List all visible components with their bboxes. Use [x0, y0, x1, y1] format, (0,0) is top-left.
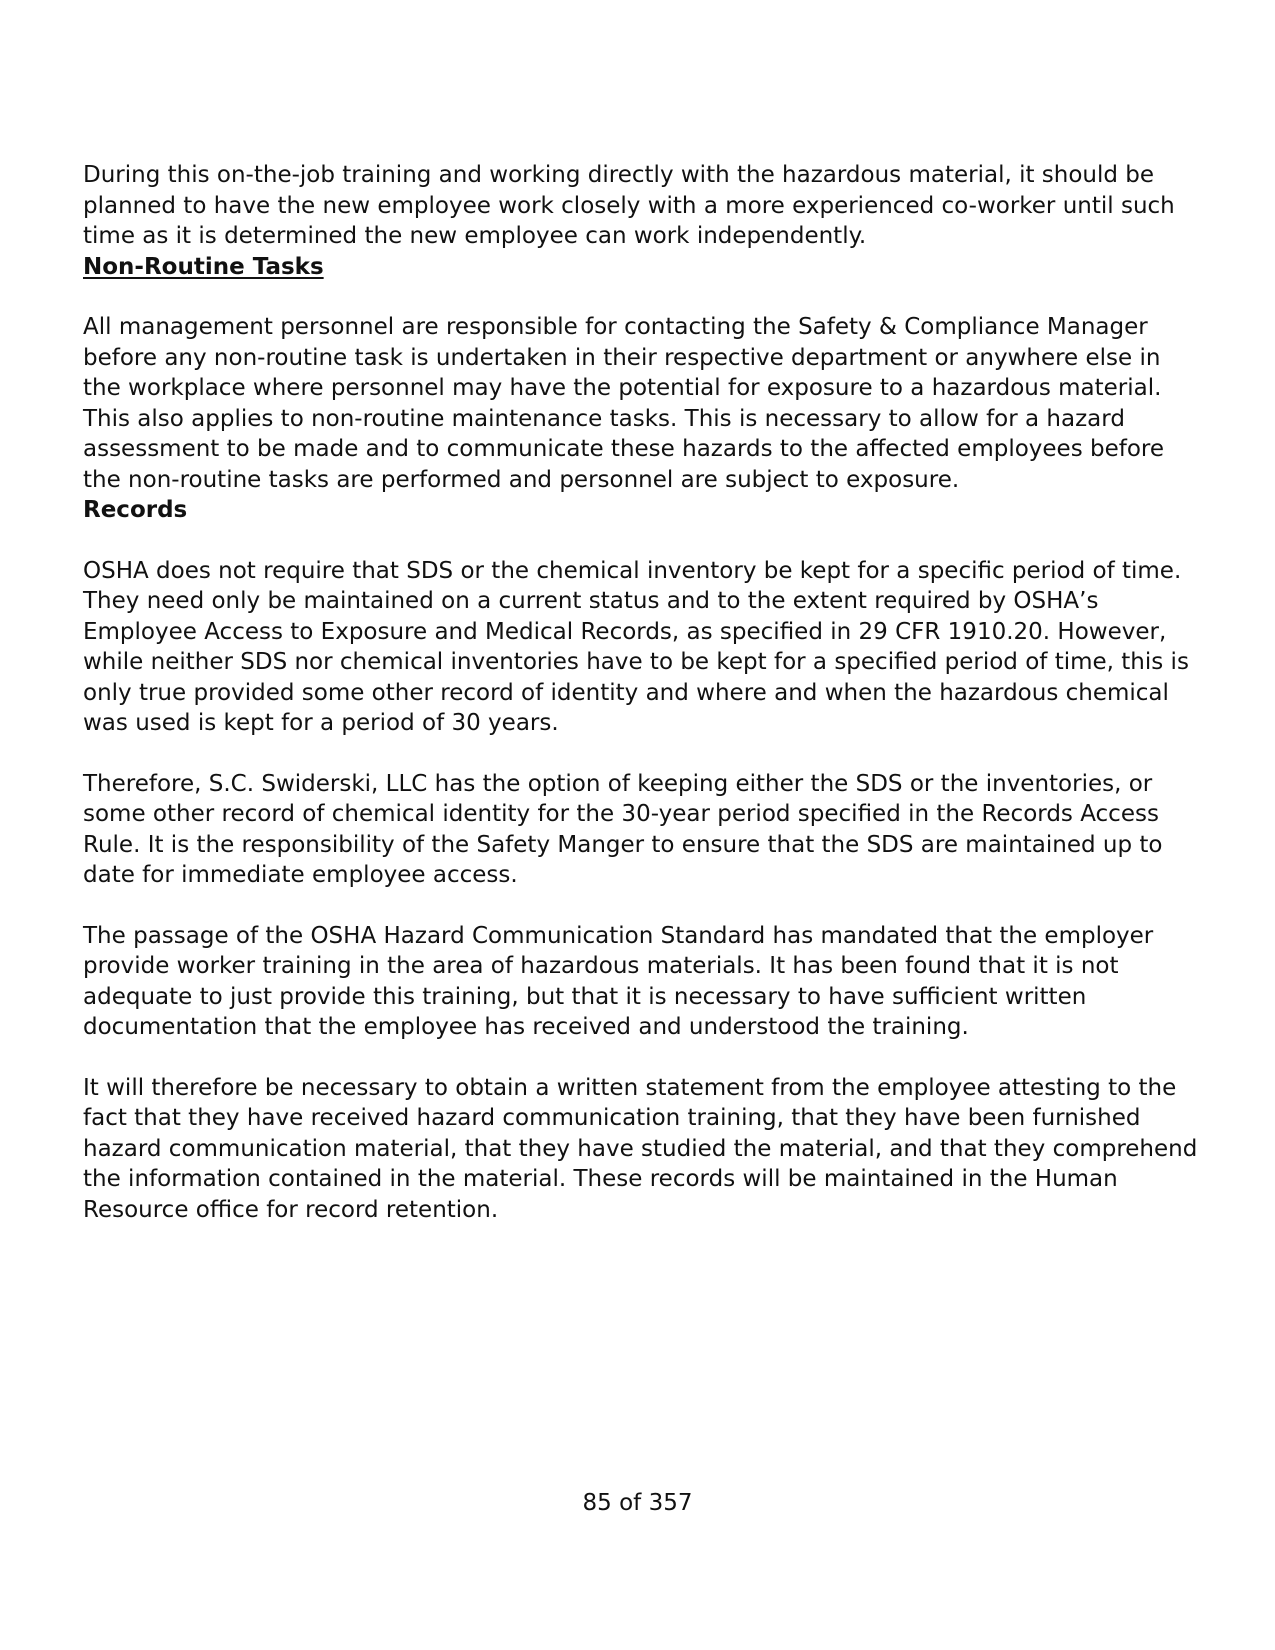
non-routine-paragraph: All management personnel are responsible for contacting the Safety & Compliance Manager before any non-routine task is undertaken in their respective department or anywhere else in the workplace where personnel may have the potential for exposure to a hazardous material. This also applies to non-routine maintenance tasks. This is necessary to allow for a hazard assessment to be made and to communicate these hazards to the affected employees before the non-routine tasks are performed and personnel are subject to exposure. [83, 314, 1165, 493]
records-paragraph-2: Therefore, S.C. Swiderski, LLC has the option of keeping either the SDS or the inventories, or some other record of chemical identity for the 30-year period specified in the Records Access Rule. It is the responsibility of the Safety Manger to ensure that the SDS are maintained up to date for immediate employee access. [83, 770, 1163, 888]
records-heading: Records [83, 497, 188, 523]
page-number: 85 of 357 [582, 1490, 693, 1516]
intro-paragraph: During this on-the-job training and working directly with the hazardous material, it should be planned to have the new employee work closely with a more experienced co-worker until such time as it is determined the new employee can work independently. [83, 162, 1175, 249]
document-body [83, 160, 1198, 1225]
records-paragraph-3: The passage of the OSHA Hazard Communication Standard has mandated that the employer provide worker training in the area of hazardous materials. It has been found that it is not adequate to just provide this training, but that it is necessary to have sufficient written documentation that the employee has received and understood the training. [83, 922, 1154, 1040]
non-routine-tasks-heading: Non-Routine Tasks [83, 253, 324, 280]
records-paragraph-1: OSHA does not require that SDS or the chemical inventory be kept for a specific period of time. They need only be maintained on a current status and to the extent required by OSHA’s Employee Access to Exposure and Medical Records, as specified in 29 CFR 1910.20. However, while neither SDS nor chemical inventories have to be kept for a specified period of time, this is only true provided some other record of identity and where and when the hazardous chemical was used is kept for a period of 30 years. [83, 557, 1189, 736]
records-paragraph-4: It will therefore be necessary to obtain a written statement from the employee attesting to the fact that they have received hazard communication training, that they have been furnished hazard communication material, that they have studied the material, and that they comprehend the information contained in the material. These records will be maintained in the Human Resource office for record retention. [83, 1074, 1198, 1223]
